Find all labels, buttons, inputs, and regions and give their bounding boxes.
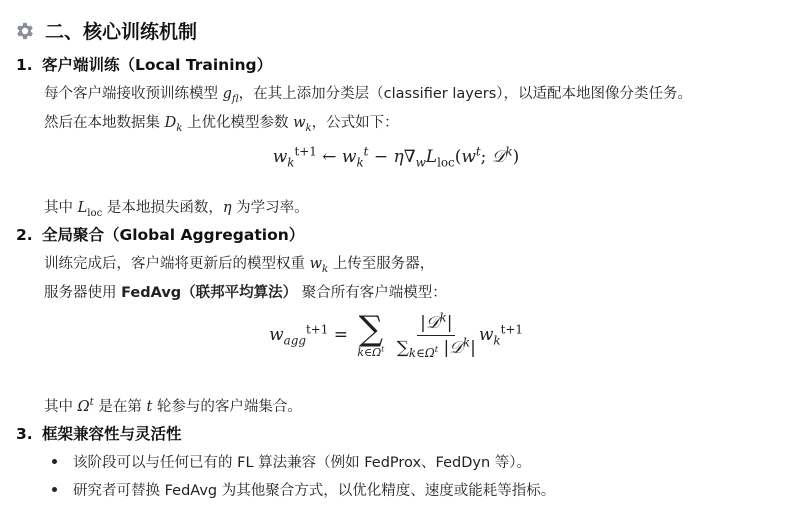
- item-2-heading: 2. 全局聚合（Global Aggregation）: [16, 226, 305, 244]
- math-d-k: $D_k$: [164, 115, 183, 134]
- math-w-k-2: $w_k$: [309, 256, 329, 275]
- math-omega-t: $\Omega^t$: [77, 397, 94, 415]
- item-1-line-2: 然后在本地数据集 $D_k$ 上优化模型参数 $w_k$，公式如下：: [44, 115, 399, 134]
- fedavg-equation: $w_{agg}^{t+1}$ = ∑ $k\in\Omega^t$ $\frac{|𝒟^k|}{\sum_{k\in\Omega^t} |𝒟^k|}$ $w_k^{t+1}$: [269, 309, 523, 361]
- item-2-line-1: 训练完成后，客户端将更新后的模型权重 $w_k$ 上传至服务器，: [44, 256, 435, 275]
- math-l-loc: $L_{loc}$: [77, 200, 103, 219]
- section-title: 二、核心训练机制: [45, 21, 198, 43]
- math-w-k: $w_k$: [293, 115, 312, 134]
- section-heading: [14, 17, 197, 44]
- list-item: 该阶段可以与任何已有的 FL 算法兼容（例如 FedProx、FedDyn 等）。: [52, 451, 531, 472]
- item-1-where: 其中 $L_{loc}$ 是本地损失函数，η 为学习率。: [44, 200, 309, 219]
- gear-icon: [14, 20, 36, 42]
- bullet-icon: [52, 487, 57, 492]
- item-1-heading: 1. 客户端训练（Local Training）: [16, 56, 273, 74]
- weight-fraction: $\frac{|𝒟^k|}{\sum_{k\in\Omega^t} |𝒟^k|}$: [396, 310, 476, 361]
- item-2-where: 其中 $\Omega^t$ 是在第 t 轮参与的客户端集合。: [44, 397, 302, 415]
- math-eta: η: [222, 200, 232, 216]
- item-1-line-1: 每个客户端接收预训练模型 $g_{fl}$，在其上添加分类层（classifier layers），以适配本地图像分类任务。: [44, 86, 692, 105]
- bullet-icon: [52, 459, 57, 464]
- math-t: t: [146, 399, 153, 415]
- math-g-fl: $g_{fl}$: [222, 86, 239, 105]
- summation: ∑ $k\in\Omega^t$: [357, 309, 385, 359]
- list-item: 研究者可替换 FedAvg 为其他聚合方式，以优化精度、速度或能耗等指标。: [52, 479, 555, 500]
- item-3-heading: 3. 框架兼容性与灵活性: [16, 425, 182, 443]
- item-2-line-2: 服务器使用 FedAvg（联邦平均算法） 聚合所有客户端模型：: [44, 285, 447, 301]
- local-update-equation: $w_k^{t+1}$ ← $w_k^t - \eta\nabla_wL_{loc}(w^t$; 𝒟$^k$): [272, 144, 520, 170]
